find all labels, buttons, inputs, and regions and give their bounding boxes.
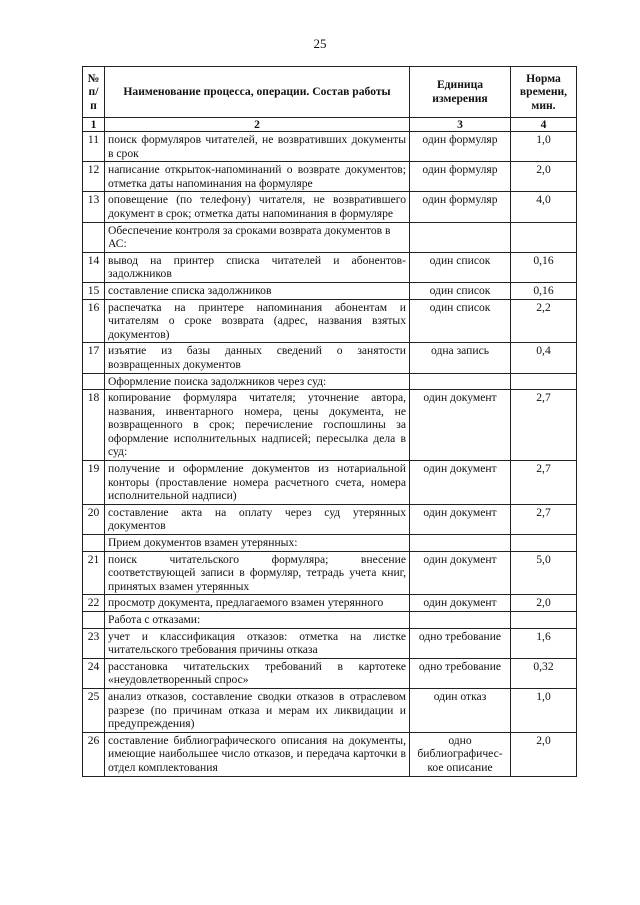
- cell-unit: один документ: [410, 390, 511, 461]
- table-row: [83, 390, 577, 461]
- cell-unit: один список: [410, 299, 511, 343]
- table-row: [83, 343, 577, 373]
- cell-unit: [410, 222, 511, 252]
- section-row: [83, 222, 577, 252]
- cell-number: 13: [83, 192, 105, 222]
- header-unit: Единица измерения: [410, 67, 511, 118]
- cell-number: 11: [83, 132, 105, 162]
- cell-number: 21: [83, 551, 105, 595]
- table-row: [83, 628, 577, 658]
- cell-name: учет и классификация отказов: отметка на листке читательского требования причины отказа: [105, 628, 410, 658]
- cell-number: 18: [83, 390, 105, 461]
- cell-name: Оформление поиска задолжников через суд:: [105, 373, 410, 390]
- cell-norm: [511, 612, 577, 629]
- table-row: [83, 132, 577, 162]
- cell-unit: [410, 612, 511, 629]
- cell-norm: 2,0: [511, 732, 577, 776]
- cell-unit: одно библиографичес-кое описание: [410, 732, 511, 776]
- cell-number: 19: [83, 461, 105, 505]
- cell-unit: один отказ: [410, 688, 511, 732]
- cell-number: 22: [83, 595, 105, 612]
- cell-number: [83, 612, 105, 629]
- cell-name: анализ отказов, составление сводки отказов в отраслевом разрезе (по причинам отказа и мерам их ликвидации и предупреждения): [105, 688, 410, 732]
- table-row: [83, 595, 577, 612]
- cell-norm: [511, 373, 577, 390]
- cell-number: 23: [83, 628, 105, 658]
- cell-name: написание открыток-напоминаний о возврате документов; отметка даты напоминания на формуляре: [105, 162, 410, 192]
- cell-norm: 1,0: [511, 688, 577, 732]
- cell-norm: 1,0: [511, 132, 577, 162]
- cell-unit: один формуляр: [410, 192, 511, 222]
- cell-norm: 2,2: [511, 299, 577, 343]
- cell-norm: 2,0: [511, 595, 577, 612]
- table-row: [83, 732, 577, 776]
- cell-name: вывод на принтер списка читателей и абонентов-задолжников: [105, 252, 410, 282]
- cell-name: составление акта на оплату через суд утерянных документов: [105, 504, 410, 534]
- cell-unit: один список: [410, 282, 511, 299]
- cell-name: просмотр документа, предлагаемого взамен утерянного: [105, 595, 410, 612]
- cell-norm: [511, 535, 577, 552]
- cell-number: 20: [83, 504, 105, 534]
- cell-norm: 1,6: [511, 628, 577, 658]
- cell-number: 15: [83, 282, 105, 299]
- page-number: 25: [313, 36, 327, 51]
- column-number: 1: [83, 118, 105, 132]
- cell-norm: 2,7: [511, 504, 577, 534]
- cell-unit: один документ: [410, 551, 511, 595]
- cell-number: [83, 373, 105, 390]
- cell-name: изъятие из базы данных сведений о занятости возвращенных документов: [105, 343, 410, 373]
- cell-number: 16: [83, 299, 105, 343]
- cell-name: поиск формуляров читателей, не возвративших документы в срок: [105, 132, 410, 162]
- cell-norm: 2,7: [511, 390, 577, 461]
- cell-norm: 2,0: [511, 162, 577, 192]
- cell-norm: 0,16: [511, 252, 577, 282]
- section-row: [83, 612, 577, 629]
- cell-name: составление списка задолжников: [105, 282, 410, 299]
- cell-number: 26: [83, 732, 105, 776]
- cell-name: копирование формуляра читателя; уточнение автора, названия, инвентарного номера, цены документа, не возвращенного в срок; перечисление госпошлины за оформление исполнительных надписей; пересылка дела в суд:: [105, 390, 410, 461]
- cell-number: 12: [83, 162, 105, 192]
- cell-norm: 0,4: [511, 343, 577, 373]
- section-row: [83, 535, 577, 552]
- table-row: [83, 504, 577, 534]
- cell-unit: одно требование: [410, 628, 511, 658]
- table-row: [83, 252, 577, 282]
- cell-norm: [511, 222, 577, 252]
- cell-name: Прием документов взамен утерянных:: [105, 535, 410, 552]
- table-row: [83, 299, 577, 343]
- table-row: [83, 461, 577, 505]
- cell-number: [83, 535, 105, 552]
- table-row: [83, 658, 577, 688]
- cell-unit: один формуляр: [410, 132, 511, 162]
- section-row: [83, 373, 577, 390]
- cell-norm: 0,32: [511, 658, 577, 688]
- header-name: Наименование процесса, операции. Состав работы: [105, 67, 410, 118]
- table-row: [83, 162, 577, 192]
- cell-number: 24: [83, 658, 105, 688]
- cell-name: поиск читательского формуляра; внесение соответствующей записи в формуляр, тетрадь учета книг, принятых взамен утерянных: [105, 551, 410, 595]
- table-row: [83, 551, 577, 595]
- cell-unit: один формуляр: [410, 162, 511, 192]
- cell-unit: один документ: [410, 461, 511, 505]
- cell-name: составление библиографического описания на документы, имеющие наибольшее число отказов, и передача карточки в отдел комплектования: [105, 732, 410, 776]
- cell-unit: одно требование: [410, 658, 511, 688]
- cell-unit: [410, 535, 511, 552]
- cell-unit: один документ: [410, 595, 511, 612]
- table-row: [83, 688, 577, 732]
- cell-name: Работа с отказами:: [105, 612, 410, 629]
- cell-unit: одна запись: [410, 343, 511, 373]
- cell-unit: один документ: [410, 504, 511, 534]
- cell-name: Обеспечение контроля за сроками возврата документов в АС:: [105, 222, 410, 252]
- cell-norm: 0,16: [511, 282, 577, 299]
- column-number: 3: [410, 118, 511, 132]
- column-number: 2: [105, 118, 410, 132]
- column-number-row: [83, 118, 577, 132]
- cell-number: 14: [83, 252, 105, 282]
- cell-unit: [410, 373, 511, 390]
- cell-name: оповещение (по телефону) читателя, не возвратившего документ в срок; отметка даты напоминания в формуляре: [105, 192, 410, 222]
- norms-table: [82, 66, 577, 777]
- cell-unit: один список: [410, 252, 511, 282]
- header-num: № п/п: [83, 67, 105, 118]
- header-norm: Норма времени, мин.: [511, 67, 577, 118]
- cell-number: 25: [83, 688, 105, 732]
- cell-name: распечатка на принтере напоминания абонентам и читателям о сроке возврата (адрес, названия взятых документов): [105, 299, 410, 343]
- cell-number: [83, 222, 105, 252]
- column-number: 4: [511, 118, 577, 132]
- cell-norm: 5,0: [511, 551, 577, 595]
- cell-number: 17: [83, 343, 105, 373]
- table-row: [83, 282, 577, 299]
- cell-norm: 4,0: [511, 192, 577, 222]
- header-row: [83, 67, 577, 118]
- cell-norm: 2,7: [511, 461, 577, 505]
- cell-name: расстановка читательских требований в картотеке «неудовлетворенный спрос»: [105, 658, 410, 688]
- table-row: [83, 192, 577, 222]
- cell-name: получение и оформление документов из нотариальной конторы (проставление номера расчетного счета, номера исполнительной надписи): [105, 461, 410, 505]
